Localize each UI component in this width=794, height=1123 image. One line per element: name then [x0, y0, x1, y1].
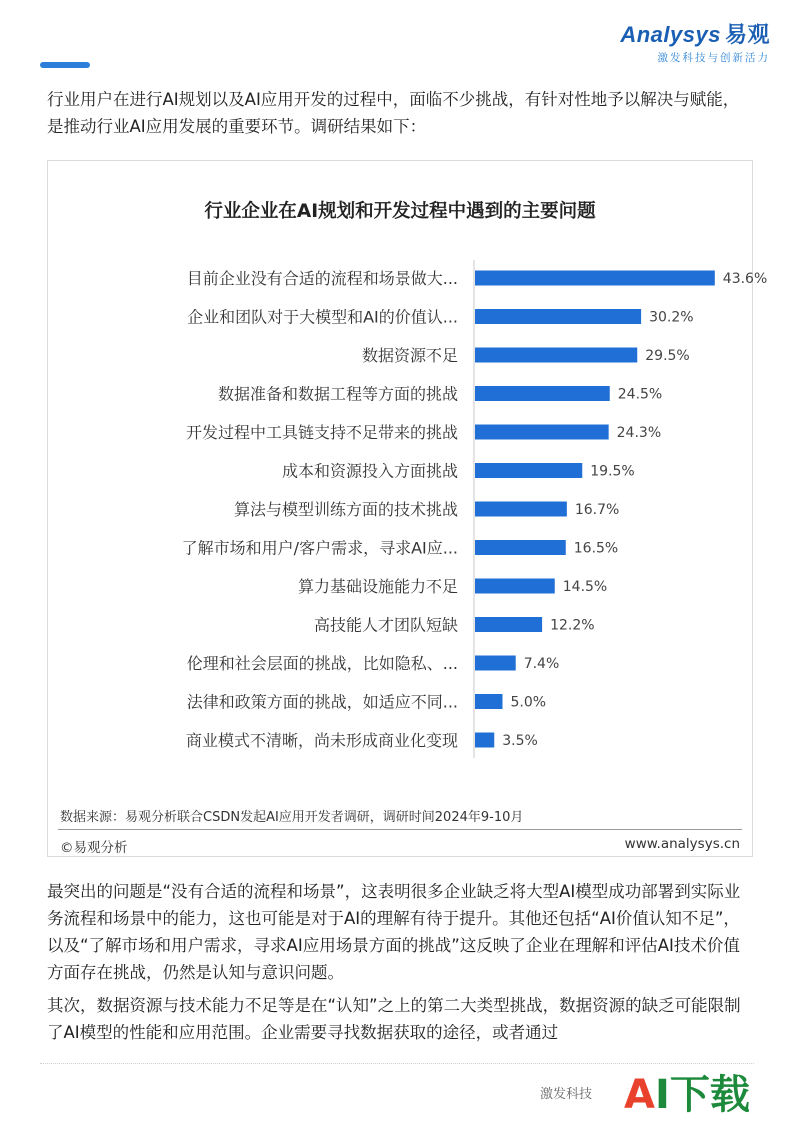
category-label: 伦理和社会层面的挑战，比如隐私、...: [186, 654, 458, 673]
watermark-rest: I下载: [654, 1072, 750, 1118]
bar: [475, 617, 542, 632]
brand-logo: [620, 18, 770, 65]
section-accent-bar: [40, 62, 90, 68]
bar: [475, 502, 567, 517]
category-label: 法律和政策方面的挑战，如适应不同...: [186, 692, 458, 712]
category-label: 目前企业没有合适的流程和场景做大...: [186, 269, 458, 288]
bar: [475, 386, 610, 401]
data-label: 16.5%: [573, 540, 619, 557]
bar: [475, 694, 503, 709]
watermark-a: A: [624, 1072, 655, 1118]
chart-title: 行业企业在AI规划和开发过程中遇到的主要问题: [204, 201, 596, 222]
logo-cn-text: 易观: [724, 22, 770, 47]
category-label: 了解市场和用户/客户需求，寻求AI应...: [181, 538, 458, 558]
footer-divider: [40, 1063, 754, 1064]
footer-text: 激发科技: [540, 1087, 593, 1102]
category-label: 数据准备和数据工程等方面的挑战: [217, 384, 458, 404]
logo-wordmark: [620, 18, 770, 49]
chart-card: [47, 160, 768, 857]
data-label: 7.4%: [523, 656, 560, 672]
chart-source: 数据来源：易观分析联合CSDN发起AI应用开发者调研，调研时间2024年9-10月: [60, 810, 524, 825]
data-label: 5.0%: [510, 694, 547, 711]
bar: [475, 579, 555, 594]
data-label: 12.2%: [550, 617, 595, 634]
bar: [475, 656, 516, 671]
data-label: 30.2%: [649, 309, 694, 326]
chart-footer-divider: [58, 829, 742, 830]
category-label: 企业和团队对于大模型和AI的价值认...: [187, 307, 458, 327]
bar: [475, 348, 637, 363]
bar: [475, 463, 582, 478]
chart-copyright: ©易观分析: [60, 840, 128, 856]
bar: [475, 425, 609, 440]
data-label: 19.5%: [590, 463, 635, 480]
analysis-paragraph-1: 最突出的问题是“没有合适的流程和场景”，这表明很多企业缺乏将大型AI模型成功部署到实际业务流程和场景中的能力，这也可能是对于AI的理解有待于提升。其他还包括“AI价值认知不足”，以及“了解市场和用户需求，寻求AI应用场景方面的挑战”这反映了企业在理解和评估AI技术价值方面存在挑战，仍然是认知与意识问题。: [47, 882, 741, 982]
intro-paragraph: 行业用户在进行AI规划以及AI应用开发的过程中，面临不少挑战，有针对性地予以解决与赋能，是推动行业AI应用发展的重要环节。调研结果如下：: [47, 90, 740, 136]
analysis-paragraph-2: 其次，数据资源与技术能力不足等是在“认知”之上的第二大类型挑战，数据资源的缺乏可能限制了AI模型的性能和应用范围。企业需要寻找数据获取的途径，或者通过: [47, 996, 741, 1042]
category-label: 算法与模型训练方面的技术挑战: [233, 500, 458, 519]
category-label: 算力基础设施能力不足: [297, 577, 458, 596]
data-label: 43.6%: [722, 271, 768, 287]
watermark-logo: [620, 1071, 754, 1119]
logo-main-text: Analysys: [620, 22, 721, 47]
category-label: 数据资源不足: [361, 346, 458, 365]
category-label: 开发过程中工具链支持不足带来的挑战: [185, 423, 458, 442]
data-label: 29.5%: [645, 348, 690, 364]
bar: [475, 309, 641, 324]
bar: [475, 540, 566, 555]
bar-chart: [48, 161, 768, 801]
data-label: 14.5%: [562, 579, 608, 595]
data-label: 24.3%: [616, 425, 662, 441]
data-label: 16.7%: [574, 502, 620, 518]
category-label: 商业模式不清晰，尚未形成商业化变现: [185, 731, 458, 750]
chart-website: www.analysys.cn: [624, 836, 740, 852]
data-label: 24.5%: [617, 386, 663, 403]
category-label: 高技能人才团队短缺: [313, 615, 458, 635]
data-label: 3.5%: [502, 733, 538, 749]
bar: [475, 733, 494, 748]
category-label: 成本和资源投入方面挑战: [281, 461, 458, 481]
logo-tagline: 激发科技与创新活力: [657, 52, 770, 64]
bar: [475, 271, 715, 286]
